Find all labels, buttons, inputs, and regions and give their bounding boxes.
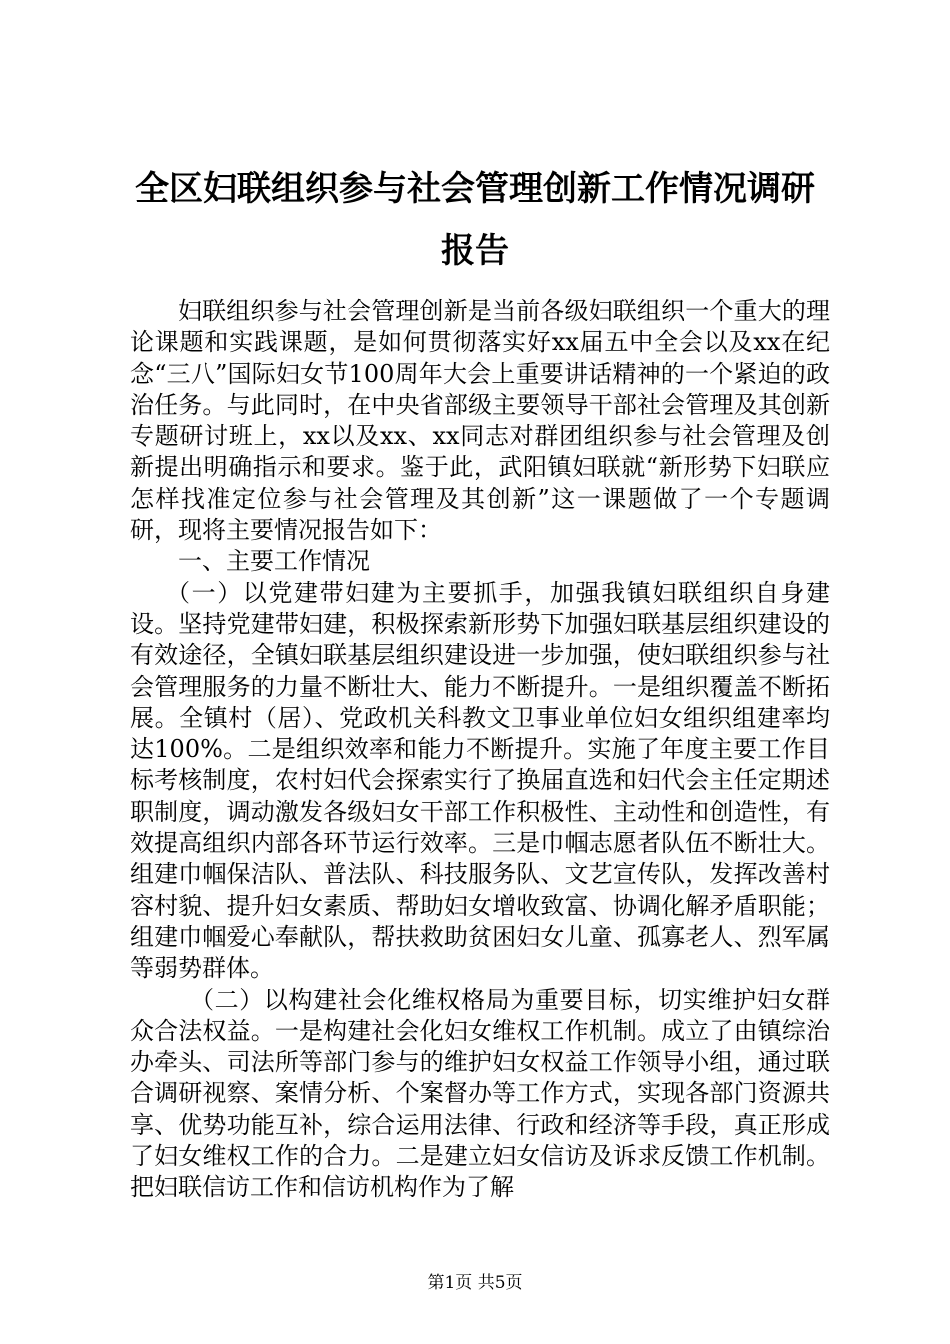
intro-paragraph: 妇联组织参与社会管理创新是当前各级妇联组织一个重大的理论课题和实践课题，是如何贯彻落实好xx届五中全会以及xx在纪念“三八”国际妇女节100周年大会上重要讲话精神的一个紧迫的政治任务。与此同时，在中央省部级主要领导干部社会管理及其创新专题研讨班上，xx以及xx、xx同志对群团组织参与社会管理及创新提出明确指示和要求。鉴于此，武阳镇妇联就“新形势下妇联应怎样找准定位参与社会管理及其创新”这一课题做了一个专题调研，现将主要情况报告如下： — [130, 297, 830, 545]
subsection-paragraph-1: （一）以党建带妇建为主要抓手，加强我镇妇联组织自身建设。坚持党建带妇建，积极探索新形势下加强妇联基层组织建设的有效途径，全镇妇联基层组织建设进一步加强，使妇联组织参与社会管理服务的力量不断壮大、能力不断提升。一是组织覆盖不断拓展。全镇村（居）、党政机关科教文卫事业单位妇女组织组建率均达100%。二是组织效率和能力不断提升。实施了年度主要工作目标考核制度，农村妇代会探索实行了换届直选和妇代会主任定期述职制度，调动激发各级妇女干部工作积极性、主动性和创造性，有效提高组织内部各环节运行效率。三是巾帼志愿者队伍不断壮大。组建巾帼保洁队、普法队、科技服务队、文艺宣传队，发挥改善村容村貌、提升妇女素质、帮助妇女增收致富、协调化解矛盾职能；组建巾帼爱心奉献队，帮扶救助贫困妇女儿童、孤寡老人、烈军属等弱势群体。 — [130, 578, 830, 983]
page-footer: 第1页 共5页 — [427, 1273, 523, 1293]
section-heading: 一、主要工作情况 — [178, 547, 370, 576]
document-body — [130, 296, 830, 1204]
subsection-paragraph-2: （二）以构建社会化维权格局为重要目标，切实维护妇女群众合法权益。一是构建社会化妇女维权工作机制。成立了由镇综治办牵头、司法所等部门参与的维护妇女权益工作领导小组，通过联合调研视察、案情分析、个案督办等工作方式，实现各部门资源共享、优势功能互补，综合运用法律、行政和经济等手段，真正形成了妇女维权工作的合力。二是建立妇女信访及诉求反馈工作机制。把妇联信访工作和信访机构作为了解 — [130, 985, 830, 1202]
document-title: 全区妇联组织参与社会管理创新工作情况调研报告 — [135, 169, 815, 271]
